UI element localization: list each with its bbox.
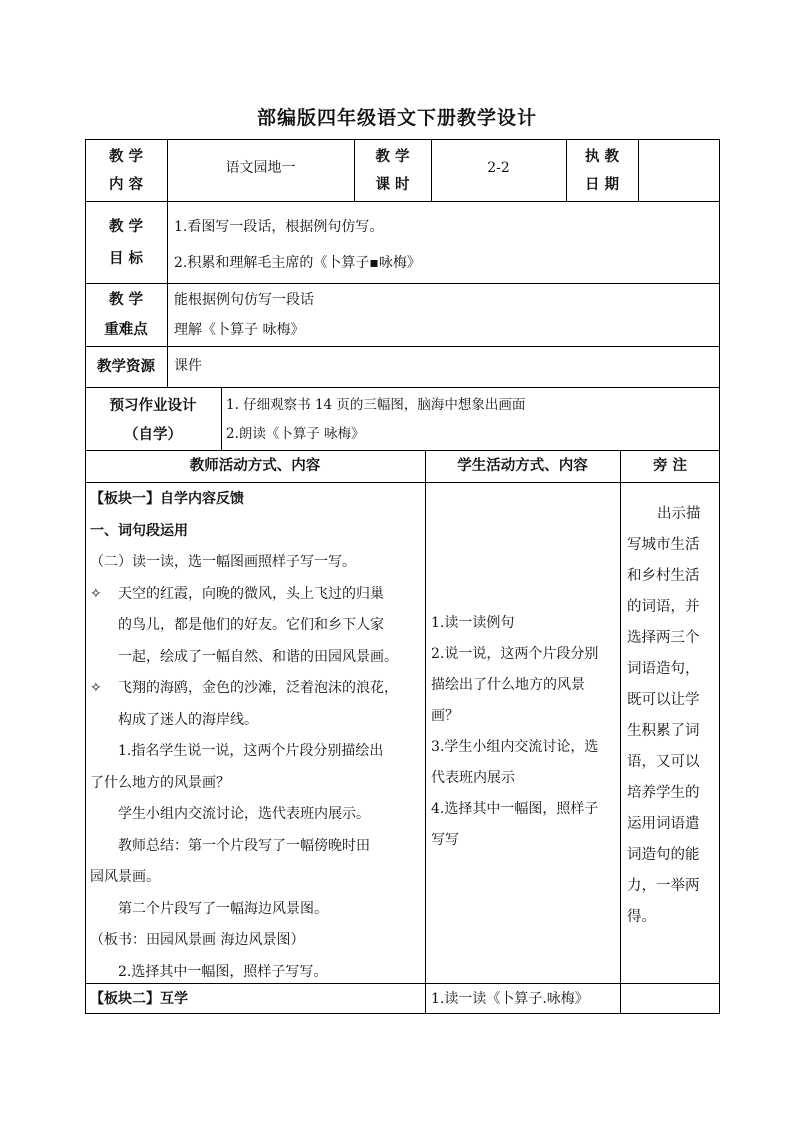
- note-line: 选择两三个: [627, 630, 700, 646]
- student-line: 写写: [431, 832, 459, 848]
- block2-student: 1.读一读《卜算子.咏梅》: [431, 991, 589, 1007]
- preview-label: 预习作业设计 （自学）: [109, 397, 197, 443]
- preview-item: 1. 仔细观察书 14 页的三幅图，脑海中想象出画面: [226, 397, 526, 413]
- example-line: 构成了迷人的海岸线。: [118, 711, 258, 728]
- student-line: 描绘出了什么地方的风景: [431, 677, 585, 693]
- student-line: 代表班内展示: [431, 770, 515, 786]
- notes-column-header: 旁 注: [652, 457, 688, 474]
- goals-content: [174, 209, 714, 281]
- preview-item: 2.朗读《卜算子 咏梅》: [226, 426, 365, 442]
- preview-content: [226, 391, 716, 449]
- difficulty-content: [174, 285, 714, 345]
- content-label: 教 学 内 容: [108, 148, 144, 193]
- goals-label: 教 学 目 标: [108, 218, 144, 267]
- goal-item: 1.看图写一段话，根据例句仿写。: [174, 219, 384, 235]
- note-line: 词语造句，: [627, 661, 700, 677]
- resources-label: 教学资源: [97, 358, 155, 375]
- difficulty-label: 教 学 重难点: [104, 291, 148, 338]
- difficulty-item: 理解《卜算子 咏梅》: [174, 322, 305, 338]
- example-line: 的鸟儿，都是他们的好友。它们和乡下人家: [118, 617, 384, 633]
- example-line: 一起，绘成了一幅自然、和谐的田园风景画。: [118, 648, 398, 665]
- teacher-column-header: 教师活动方式、内容: [189, 457, 321, 474]
- note-line: 语，又可以: [627, 754, 700, 770]
- goal-item: 2.积累和理解毛主席的《卜算子▪咏梅》: [174, 255, 421, 271]
- student-line: 4.选择其中一幅图，照样子: [431, 801, 599, 817]
- note-line: 力，一举两: [627, 878, 700, 894]
- activity-line: 2.选择其中一幅图，照样子写写。: [118, 963, 328, 980]
- period-value: 2-2: [487, 160, 510, 176]
- diamond-bullet-icon: ✧: [90, 585, 102, 602]
- note-line: 生积累了词: [627, 723, 700, 739]
- activity-line: 1.指名学生说一说，这两个片段分别描绘出: [118, 743, 384, 759]
- note-line: 出示描: [657, 506, 701, 522]
- difficulty-item: 能根据例句仿写一段话: [174, 292, 314, 308]
- note-line: 运用词语遣: [627, 816, 700, 832]
- activity-line: （板书：田园风景画 海边风景图）: [90, 932, 305, 948]
- block1-subheading: 一、词句段运用: [90, 522, 188, 539]
- period-label: 教 学 课 时: [375, 148, 410, 193]
- student-column-header: 学生活动方式、内容: [457, 457, 588, 474]
- block1-heading: 【板块一】自学内容反馈: [90, 491, 244, 507]
- activity-line: 了什么地方的风景画？: [90, 774, 230, 791]
- activity-line: 教师总结：第一个片段写了一幅傍晚时田: [118, 837, 370, 854]
- student-line: 1.读一读例句: [431, 615, 515, 631]
- note-line: 写城市生活: [627, 537, 700, 553]
- student-activities: [431, 608, 617, 856]
- note-line: 既可以让学: [627, 692, 700, 708]
- example-line: 天空的红霞，向晚的微风，头上飞过的归巢: [118, 585, 384, 602]
- note-line: 词造句的能: [627, 847, 700, 863]
- block2-heading: 【板块二】互学: [90, 991, 188, 1007]
- student-line: 2.说一说，这两个片段分别: [431, 646, 599, 662]
- note-line: 培养学生的: [627, 785, 700, 801]
- note-line: 的词语，并: [627, 599, 700, 615]
- activity-line: 学生小组内交流讨论，选代表班内展示。: [118, 806, 370, 822]
- teacher-date-label: 执 教 日 期: [584, 148, 620, 193]
- student-line: 3.学生小组内交流讨论，选: [431, 739, 599, 755]
- block1-task: （二）读一读，选一幅图画照样子写一写。: [90, 554, 356, 570]
- example-line: 飞翔的海鸥，金色的沙滩，泛着泡沫的浪花，: [118, 680, 398, 696]
- document-title: 部编版四年级语文下册教学设计: [256, 107, 537, 129]
- note-line: 得。: [627, 909, 656, 925]
- activity-line: 第二个片段写了一幅海边风景图。: [118, 900, 328, 917]
- activity-line: 园风景画。: [90, 869, 160, 885]
- note-line: 和乡村生活: [627, 568, 700, 584]
- side-notes: [627, 499, 717, 933]
- teacher-activities: [90, 484, 422, 988]
- resources-value: 课件: [174, 358, 202, 374]
- diamond-bullet-icon: ✧: [90, 680, 102, 696]
- content-value: 语文园地一: [225, 160, 296, 176]
- student-line: 画？: [431, 708, 459, 724]
